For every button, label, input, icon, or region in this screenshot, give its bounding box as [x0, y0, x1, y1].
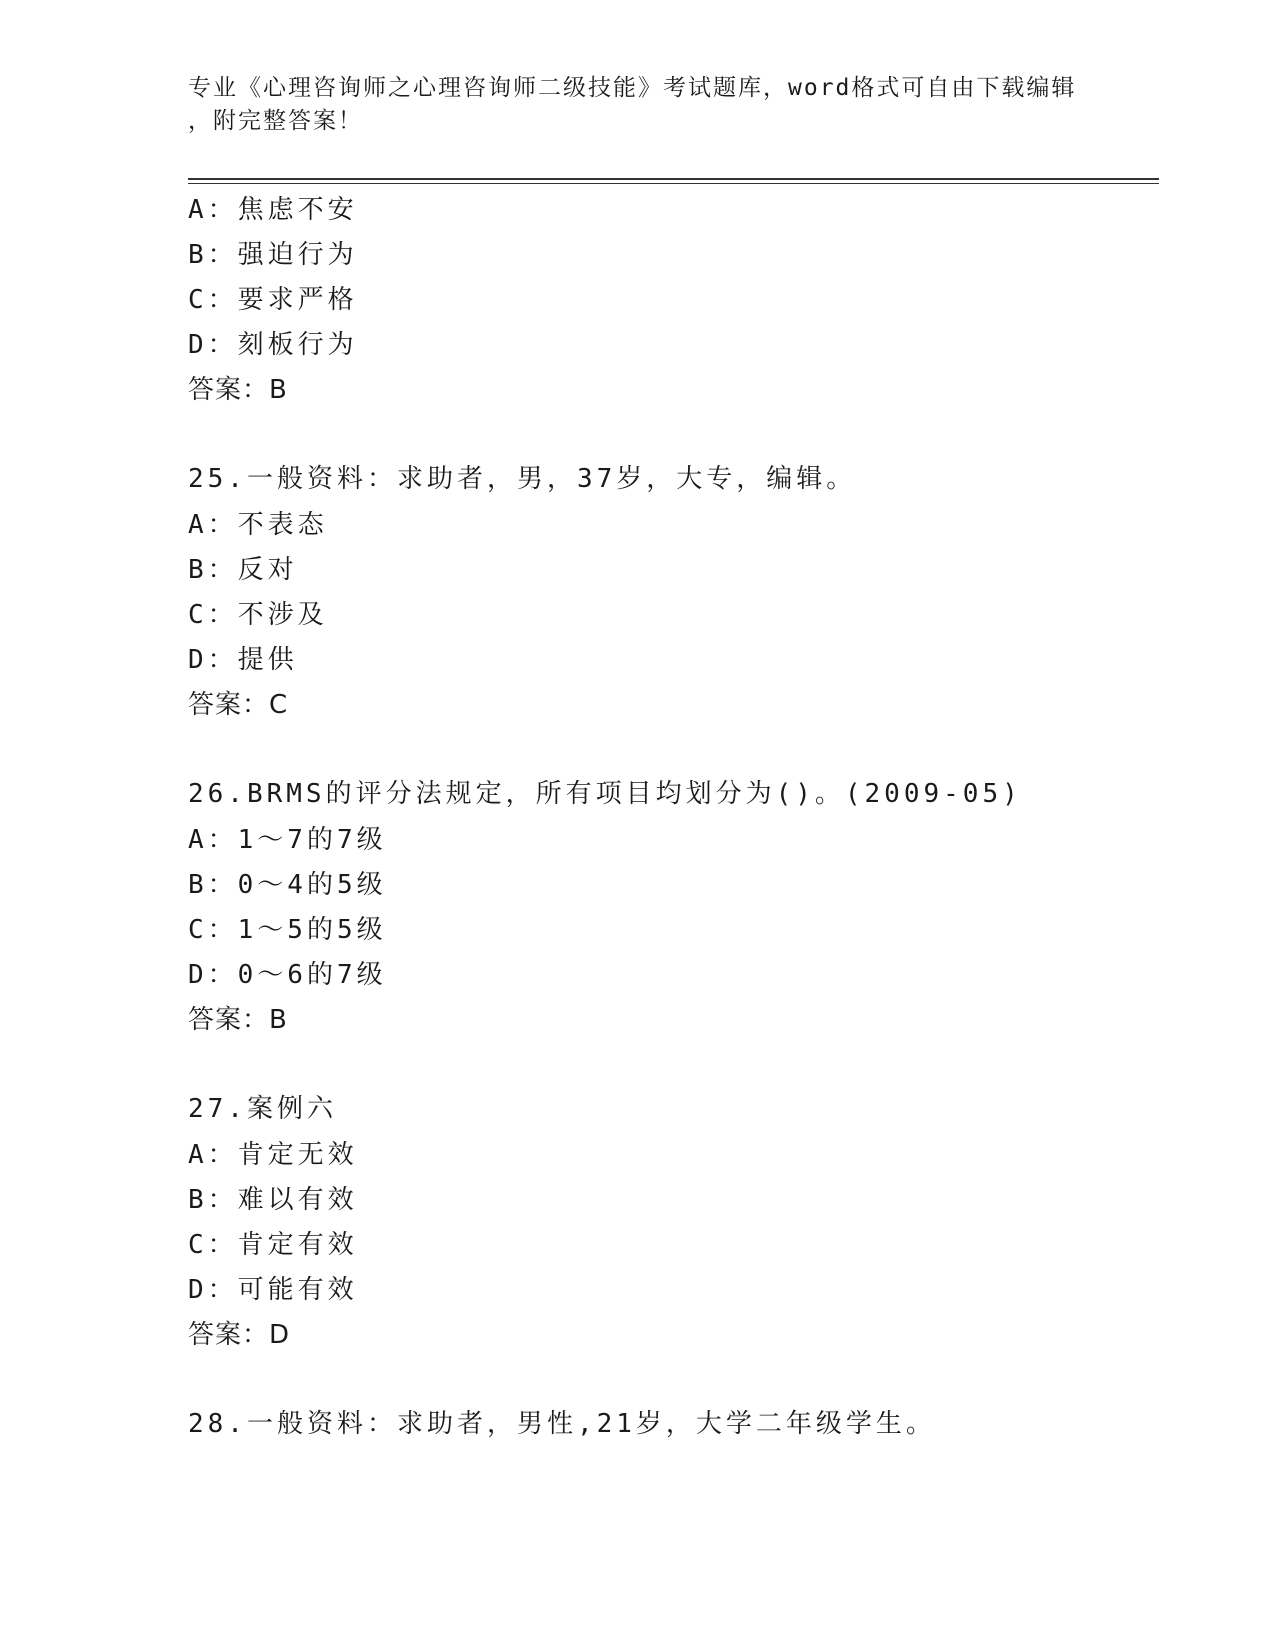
option-b: B：反对 [188, 555, 298, 585]
document-header [188, 72, 1078, 138]
answer-line: 答案：B [188, 1005, 288, 1035]
option-c: C：要求严格 [188, 285, 358, 315]
option-d: D：0～6的7级 [188, 960, 387, 990]
question-27: 27.案例六 [188, 1094, 337, 1124]
option-c: C：不涉及 [188, 600, 328, 630]
header-divider-thin [188, 183, 1159, 184]
option-d: D：提供 [188, 645, 298, 675]
header-line-1: 专业《心理咨询师之心理咨询师二级技能》考试题库，word格式可自由下载编辑 [188, 75, 1077, 101]
option-a: A：不表态 [188, 510, 328, 540]
answer-line: 答案：D [188, 1320, 291, 1350]
option-b: B：0～4的5级 [188, 870, 387, 900]
option-c: C：1～5的5级 [188, 915, 387, 945]
option-a: A：肯定无效 [188, 1140, 358, 1170]
question-26: 26.BRMS的评分法规定，所有项目均划分为()。(2009-05) [188, 779, 1022, 809]
answer-line: 答案：C [188, 690, 289, 720]
answer-line: 答案：B [188, 375, 288, 405]
option-d: D：刻板行为 [188, 330, 358, 360]
option-c: C：肯定有效 [188, 1230, 358, 1260]
option-b: B：难以有效 [188, 1185, 358, 1215]
option-d: D：可能有效 [188, 1275, 358, 1305]
header-line-2: ，附完整答案！ [188, 108, 363, 134]
option-a: A：焦虑不安 [188, 195, 358, 225]
option-a: A：1～7的7级 [188, 825, 387, 855]
option-b: B：强迫行为 [188, 240, 358, 270]
header-divider-thick [188, 178, 1159, 180]
question-28: 28.一般资料：求助者，男性,21岁，大学二年级学生。 [188, 1409, 936, 1439]
question-25: 25.一般资料：求助者，男，37岁，大专，编辑。 [188, 464, 857, 494]
